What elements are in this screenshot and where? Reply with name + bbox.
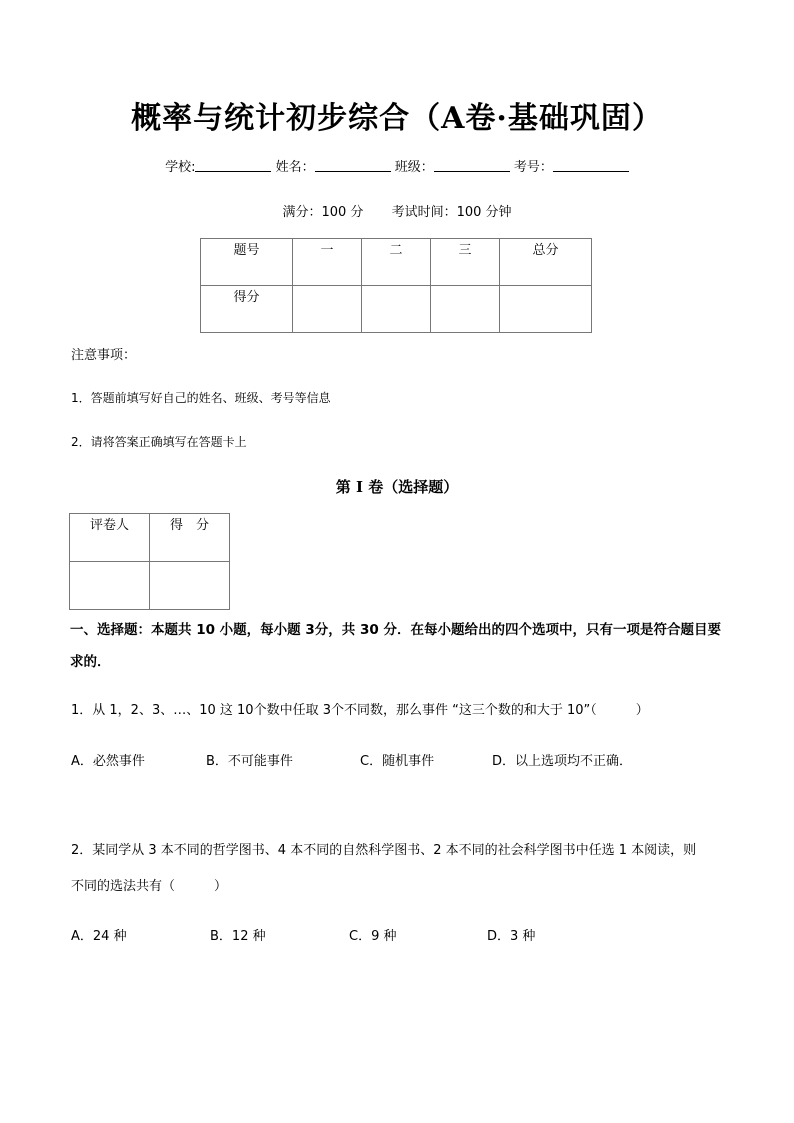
score-header-cell: 题号 xyxy=(201,239,293,286)
score-header-cell: 一 xyxy=(293,239,362,286)
score-cell[interactable] xyxy=(431,286,500,333)
note-item: 1．答题前填写好自己的姓名、班级、考号等信息 xyxy=(71,391,331,405)
name-blank[interactable] xyxy=(315,159,391,172)
exam-time: 考试时间：100 分钟 xyxy=(391,205,512,220)
question-2-stem-line-2: 不同的选法共有（ ） xyxy=(71,879,228,894)
name-label: 姓名： xyxy=(275,160,315,175)
question-1-option-a: A．必然事件 xyxy=(71,754,145,769)
question-2-option-b: B．12 种 xyxy=(210,929,266,944)
score-header-cell: 总分 xyxy=(500,239,592,286)
number-blank[interactable] xyxy=(553,159,629,172)
number-label: 考号： xyxy=(513,160,553,175)
score-cell[interactable] xyxy=(362,286,431,333)
question-2-option-d: D．3 种 xyxy=(487,929,536,944)
score-row-label: 得分 xyxy=(201,286,293,333)
exam-title: 概率与统计初步综合（A卷·基础巩固） xyxy=(131,101,663,136)
note-item: 2．请将答案正确填写在答题卡上 xyxy=(71,435,247,449)
question-2-stem-line-1: 2．某同学从 3 本不同的哲学图书、4 本不同的自然科学图书、2 本不同的社会科学图书中任选 1 本阅读，则 xyxy=(71,843,697,858)
student-info-line xyxy=(0,156,794,175)
question-2-option-a: A．24 种 xyxy=(71,929,127,944)
full-score: 满分：100 分 xyxy=(282,205,364,220)
question-1-option-c: C．随机事件 xyxy=(360,754,435,769)
question-1-option-b: B．不可能事件 xyxy=(206,754,293,769)
notes-title: 注意事项： xyxy=(71,348,137,363)
section-title: 第 I 卷（选择题） xyxy=(335,478,459,496)
grader-table-header-row xyxy=(70,514,230,562)
grader-header-cell: 得 分 xyxy=(150,514,230,562)
exam-meta xyxy=(0,201,794,220)
score-header-cell: 二 xyxy=(362,239,431,286)
grader-cell[interactable] xyxy=(70,562,150,610)
score-table-header-row xyxy=(201,239,592,286)
score-header-cell: 三 xyxy=(431,239,500,286)
grader-cell[interactable] xyxy=(150,562,230,610)
grader-table xyxy=(69,513,230,610)
section-instructions: 一、选择题：本题共 10 小题，每小题 3分，共 30 分．在每小题给出的四个选项中，只有一项是符合题目要求的． xyxy=(70,622,721,670)
question-1-option-d: D．以上选项均不正确． xyxy=(492,754,633,769)
class-label: 班级： xyxy=(394,160,434,175)
score-table-score-row xyxy=(201,286,592,333)
score-table xyxy=(200,238,592,333)
school-blank[interactable] xyxy=(195,159,271,172)
grader-table-blank-row xyxy=(70,562,230,610)
class-blank[interactable] xyxy=(434,159,510,172)
score-cell[interactable] xyxy=(293,286,362,333)
question-2-option-c: C．9 种 xyxy=(349,929,397,944)
school-label: 学校: xyxy=(165,160,196,175)
score-cell[interactable] xyxy=(500,286,592,333)
question-1-stem: 1．从 1，2、3、…、10 这 10个数中任取 3个不同数，那么事件 “这三个数的和大于 10”（ ） xyxy=(71,703,649,718)
grader-header-cell: 评卷人 xyxy=(70,514,150,562)
